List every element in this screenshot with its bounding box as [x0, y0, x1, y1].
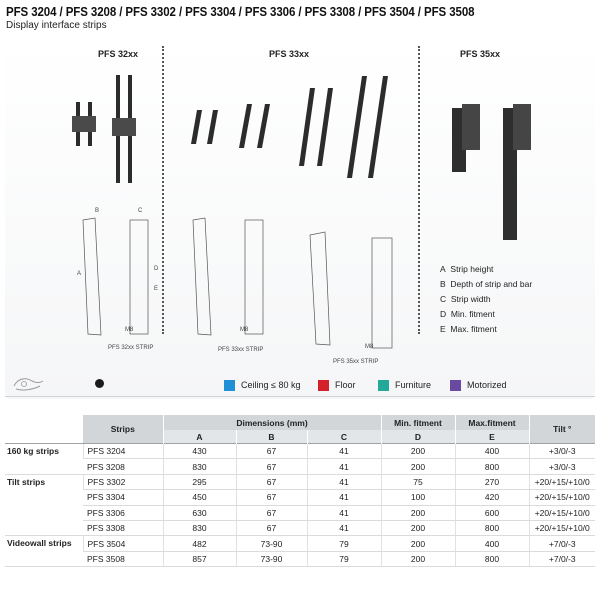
table-cell-c: 41 [307, 490, 381, 505]
table-cell-model: PFS 3204 [83, 444, 163, 459]
table-cell-b: 67 [236, 444, 307, 459]
table-cell-e: 400 [455, 444, 529, 459]
table-row [5, 459, 595, 474]
header-dimensions: Dimensions (mm) [163, 415, 381, 430]
table-cell-d: 200 [381, 459, 455, 474]
table-cell-a: 295 [163, 474, 236, 489]
table-cell-model: PFS 3208 [83, 459, 163, 474]
legend-item-c: C Strip width [440, 294, 491, 304]
thread-mark-33xx: M8 [240, 327, 249, 333]
subheader-a: A [163, 430, 236, 444]
table-cell-model: PFS 3308 [83, 520, 163, 535]
swatch-ceiling [224, 380, 235, 391]
table-row [5, 490, 595, 505]
strip-label-33xx: PFS 33xx STRIP [218, 347, 264, 353]
table-cell-d: 200 [381, 444, 455, 459]
dimension-legend [440, 262, 532, 337]
page-title: PFS 3204 / PFS 3208 / PFS 3302 / PFS 3304 / PFS 3306 / PFS 3308 / PFS 3504 / PFS 3508 [6, 5, 475, 19]
table-cell-a: 450 [163, 490, 236, 505]
table-row [5, 551, 595, 566]
mount-type-ceiling: Ceiling ≤ 80 kg [224, 378, 300, 392]
subheader-d: D [381, 430, 455, 444]
dimension-mark-d: D [154, 266, 159, 272]
strip-label-35xx: PFS 35xx STRIP [333, 359, 379, 365]
page-subtitle: Display interface strips [6, 20, 107, 31]
table-cell-d: 200 [381, 520, 455, 535]
strip-photos-32xx [72, 75, 136, 183]
thread-mark-35xx: M8 [365, 344, 374, 350]
dimension-mark-e: E [154, 286, 159, 292]
header-strips: Strips [83, 415, 163, 444]
table-cell-c: 79 [307, 536, 381, 551]
table-cell-e: 800 [455, 520, 529, 535]
dimension-mark-c: C [138, 208, 143, 214]
mount-type-furniture: Furniture [378, 378, 431, 392]
strip-captions [77, 208, 378, 365]
table-cell-e: 800 [455, 459, 529, 474]
table-cell-c: 41 [307, 474, 381, 489]
header-max-fitment: Max.fitment [455, 415, 529, 430]
category-label: Tilt strips [5, 474, 83, 536]
swatch-motorized [450, 380, 461, 391]
table-cell-b: 67 [236, 459, 307, 474]
category-label: Videowall strips [5, 536, 83, 567]
header-min-fitment: Min. fitment [381, 415, 455, 430]
table-cell-tilt: +7/0/-3 [529, 551, 595, 566]
color-option-black-icon [95, 379, 104, 388]
mount-type-motorized: Motorized [450, 378, 507, 392]
swatch-floor [318, 380, 329, 391]
table-cell-a: 630 [163, 505, 236, 520]
group-label-35xx: PFS 35xx [460, 49, 501, 59]
legend-item-e: E Max. fitment [440, 324, 497, 334]
table-cell-d: 200 [381, 536, 455, 551]
table-cell-tilt: +20/+15/+10/0 [529, 474, 595, 489]
table-cell-a: 830 [163, 459, 236, 474]
table-cell-model: PFS 3302 [83, 474, 163, 489]
strip-label-32xx: PFS 32xx STRIP [108, 345, 154, 351]
thread-mark-32xx: M8 [125, 327, 134, 333]
dimension-mark-a: A [77, 271, 82, 277]
table-row [5, 444, 595, 459]
table-cell-a: 857 [163, 551, 236, 566]
header-tilt: Tilt ° [529, 415, 595, 444]
table-cell-a: 430 [163, 444, 236, 459]
table-cell-tilt: +3/0/-3 [529, 459, 595, 474]
table-cell-e: 800 [455, 551, 529, 566]
table-cell-tilt: +20/+15/+10/0 [529, 505, 595, 520]
legend-item-d: D Min. fitment [440, 309, 495, 319]
table-row [5, 536, 595, 551]
table-cell-e: 600 [455, 505, 529, 520]
category-label: 160 kg strips [5, 444, 83, 475]
table-cell-e: 420 [455, 490, 529, 505]
table-cell-tilt: +3/0/-3 [529, 444, 595, 459]
legend-item-b: B Depth of strip and bar [440, 279, 533, 289]
table-row [5, 505, 595, 520]
table-cell-e: 400 [455, 536, 529, 551]
table-cell-model: PFS 3304 [83, 490, 163, 505]
handshake-sketch-icon [12, 374, 46, 394]
table-row [5, 474, 595, 489]
table-cell-b: 67 [236, 490, 307, 505]
table-cell-c: 41 [307, 505, 381, 520]
table-cell-d: 75 [381, 474, 455, 489]
table-cell-b: 67 [236, 474, 307, 489]
table-cell-a: 830 [163, 520, 236, 535]
table-cell-d: 200 [381, 551, 455, 566]
table-row [5, 520, 595, 535]
group-label-33xx: PFS 33xx [269, 49, 310, 59]
subheader-e: E [455, 430, 529, 444]
table-cell-tilt: +20/+15/+10/0 [529, 490, 595, 505]
table-cell-b: 67 [236, 520, 307, 535]
table-cell-d: 200 [381, 505, 455, 520]
table-cell-c: 79 [307, 551, 381, 566]
table-cell-model: PFS 3504 [83, 536, 163, 551]
table-cell-a: 482 [163, 536, 236, 551]
table-cell-model: PFS 3508 [83, 551, 163, 566]
table-cell-c: 41 [307, 444, 381, 459]
table-cell-c: 41 [307, 459, 381, 474]
table-cell-b: 73-90 [236, 536, 307, 551]
table-cell-tilt: +7/0/-3 [529, 536, 595, 551]
table-cell-b: 73-90 [236, 551, 307, 566]
table-cell-e: 270 [455, 474, 529, 489]
table-cell-model: PFS 3306 [83, 505, 163, 520]
swatch-furniture [378, 380, 389, 391]
subheader-b: B [236, 430, 307, 444]
strip-photos-33xx [191, 76, 388, 178]
table-cell-d: 100 [381, 490, 455, 505]
mount-type-floor: Floor [318, 378, 356, 392]
table-cell-b: 67 [236, 505, 307, 520]
group-label-32xx: PFS 32xx [98, 49, 139, 59]
dimension-mark-b: B [95, 208, 100, 214]
table-cell-tilt: +20/+15/+10/0 [529, 520, 595, 535]
legend-item-a: A Strip height [440, 264, 494, 274]
spec-table [5, 415, 595, 567]
table-cell-c: 41 [307, 520, 381, 535]
strip-photos-35xx [452, 104, 531, 240]
subheader-c: C [307, 430, 381, 444]
